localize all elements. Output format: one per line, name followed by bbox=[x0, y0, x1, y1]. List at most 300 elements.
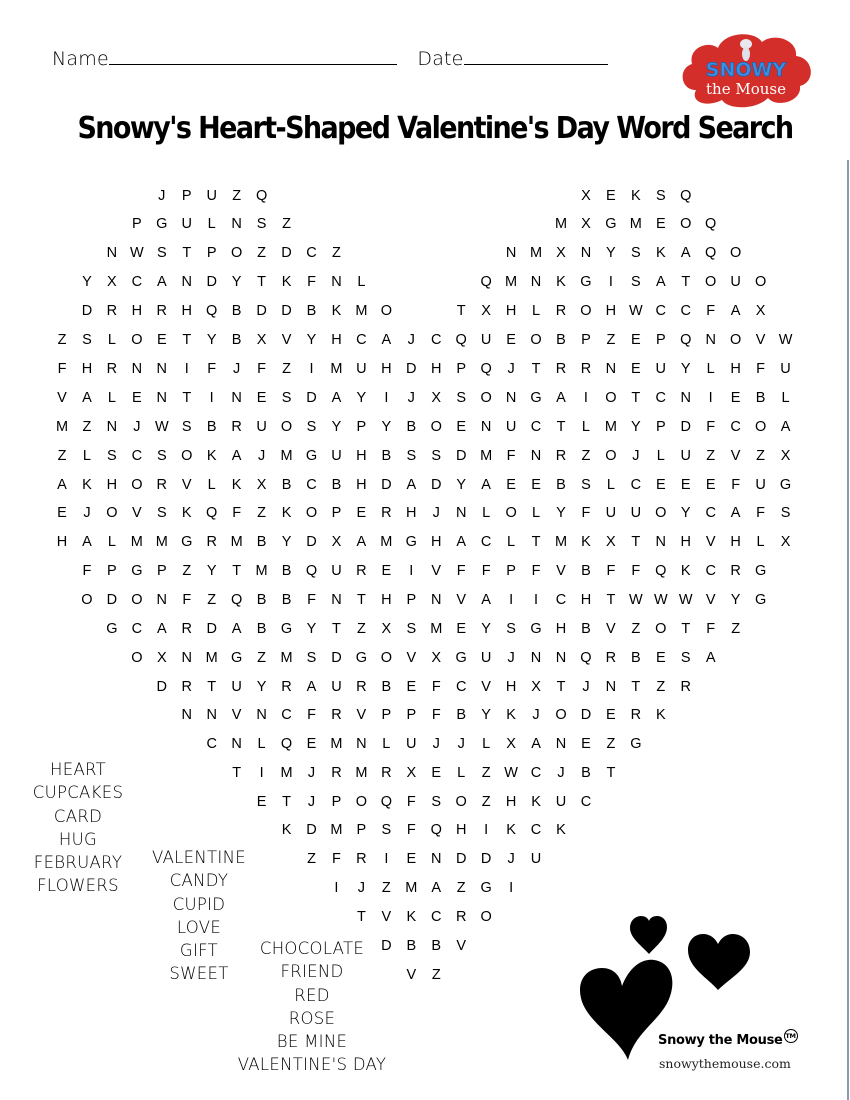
grid-letter[interactable]: C bbox=[356, 332, 367, 348]
grid-letter[interactable]: L bbox=[457, 765, 466, 781]
grid-letter[interactable]: G bbox=[605, 216, 617, 232]
grid-letter[interactable]: N bbox=[605, 679, 617, 695]
grid-letter[interactable]: F bbox=[307, 707, 316, 723]
grid-letter[interactable]: I bbox=[708, 390, 713, 406]
grid-letter[interactable]: M bbox=[280, 765, 293, 781]
grid-letter[interactable]: O bbox=[655, 505, 667, 521]
grid-letter[interactable]: A bbox=[406, 477, 417, 493]
grid-letter[interactable]: S bbox=[431, 448, 442, 464]
grid-letter[interactable]: Q bbox=[280, 736, 293, 752]
grid-letter[interactable]: L bbox=[532, 303, 541, 319]
grid-letter[interactable]: N bbox=[605, 361, 617, 377]
grid-letter[interactable]: G bbox=[280, 621, 293, 637]
grid-letter[interactable]: T bbox=[356, 909, 366, 925]
grid-letter[interactable]: I bbox=[484, 822, 489, 838]
grid-letter[interactable]: A bbox=[57, 477, 67, 493]
grid-letter[interactable]: B bbox=[581, 765, 591, 781]
grid-letter[interactable]: B bbox=[331, 477, 342, 493]
grid-letter[interactable]: R bbox=[281, 679, 292, 695]
grid-letter[interactable]: Z bbox=[207, 592, 217, 608]
grid-letter[interactable]: S bbox=[281, 390, 292, 406]
grid-letter[interactable]: O bbox=[530, 332, 542, 348]
grid-letter[interactable]: R bbox=[181, 679, 192, 695]
grid-letter[interactable]: G bbox=[231, 650, 243, 666]
grid-letter[interactable]: F bbox=[307, 274, 316, 290]
grid-letter[interactable]: T bbox=[606, 592, 616, 608]
grid-letter[interactable]: E bbox=[631, 361, 641, 377]
grid-letter[interactable]: D bbox=[306, 390, 317, 406]
grid-letter[interactable]: C bbox=[480, 534, 492, 550]
grid-letter[interactable]: U bbox=[331, 563, 342, 579]
grid-letter[interactable]: M bbox=[230, 534, 243, 550]
grid-letter[interactable]: K bbox=[82, 477, 92, 493]
grid-letter[interactable]: S bbox=[306, 650, 317, 666]
grid-letter[interactable]: E bbox=[406, 679, 417, 695]
grid-letter[interactable]: K bbox=[281, 822, 292, 838]
grid-letter[interactable]: D bbox=[256, 303, 267, 319]
grid-letter[interactable]: A bbox=[156, 274, 167, 290]
grid-letter[interactable]: E bbox=[456, 621, 467, 637]
grid-letter[interactable]: U bbox=[655, 361, 667, 377]
grid-letter[interactable]: I bbox=[259, 765, 264, 781]
grid-letter[interactable]: X bbox=[581, 188, 591, 204]
grid-letter[interactable]: Y bbox=[680, 505, 691, 521]
grid-letter[interactable]: V bbox=[381, 909, 392, 925]
grid-letter[interactable]: F bbox=[182, 592, 192, 608]
grid-letter[interactable]: D bbox=[455, 448, 467, 464]
grid-letter[interactable]: U bbox=[256, 419, 267, 435]
grid-letter[interactable]: X bbox=[156, 650, 167, 666]
grid-letter[interactable]: K bbox=[506, 822, 516, 838]
grid-letter[interactable]: A bbox=[456, 534, 467, 550]
grid-letter[interactable]: O bbox=[655, 621, 667, 637]
grid-letter[interactable]: F bbox=[631, 563, 641, 579]
grid-letter[interactable]: Q bbox=[705, 245, 717, 261]
grid-letter[interactable]: M bbox=[554, 534, 568, 550]
grid-letter[interactable]: P bbox=[331, 794, 342, 810]
grid-letter[interactable]: X bbox=[431, 650, 442, 666]
grid-letter[interactable]: O bbox=[480, 909, 492, 925]
grid-letter[interactable]: U bbox=[505, 419, 517, 435]
grid-letter[interactable]: Q bbox=[380, 794, 392, 810]
grid-letter[interactable]: J bbox=[557, 765, 565, 781]
grid-letter[interactable]: J bbox=[407, 332, 415, 348]
grid-letter[interactable]: G bbox=[305, 448, 318, 464]
name-blank-line[interactable] bbox=[109, 46, 397, 65]
grid-letter[interactable]: K bbox=[281, 274, 292, 290]
grid-letter[interactable]: H bbox=[505, 794, 517, 810]
grid-letter[interactable]: N bbox=[156, 390, 168, 406]
grid-letter[interactable]: U bbox=[331, 679, 342, 695]
grid-letter[interactable]: Y bbox=[82, 274, 92, 290]
grid-letter[interactable]: I bbox=[384, 390, 389, 406]
grid-letter[interactable]: H bbox=[81, 361, 93, 377]
grid-letter[interactable]: Q bbox=[255, 188, 268, 204]
grid-letter[interactable]: S bbox=[181, 419, 192, 435]
grid-letter[interactable]: L bbox=[706, 361, 715, 377]
grid-letter[interactable]: G bbox=[754, 592, 767, 608]
grid-letter[interactable]: L bbox=[507, 534, 516, 550]
grid-letter[interactable]: G bbox=[530, 621, 542, 637]
grid-letter[interactable]: N bbox=[705, 332, 716, 348]
grid-letter[interactable]: C bbox=[431, 332, 442, 348]
grid-letter[interactable]: A bbox=[481, 477, 491, 493]
grid-letter[interactable]: K bbox=[556, 274, 566, 290]
grid-letter[interactable]: V bbox=[456, 592, 467, 608]
grid-letter[interactable]: H bbox=[431, 534, 442, 550]
grid-letter[interactable]: T bbox=[531, 534, 541, 550]
grid-letter[interactable]: Y bbox=[356, 390, 367, 406]
grid-letter[interactable]: R bbox=[455, 909, 467, 925]
grid-letter[interactable]: Q bbox=[206, 303, 218, 319]
grid-letter[interactable]: M bbox=[480, 448, 493, 464]
grid-letter[interactable]: O bbox=[730, 332, 742, 348]
grid-letter[interactable]: S bbox=[406, 621, 417, 637]
grid-letter[interactable]: A bbox=[481, 592, 491, 608]
grid-letter[interactable]: B bbox=[281, 563, 292, 579]
grid-letter[interactable]: F bbox=[606, 563, 616, 579]
grid-letter[interactable]: K bbox=[680, 563, 691, 579]
grid-letter[interactable]: T bbox=[232, 563, 242, 579]
grid-letter[interactable]: A bbox=[730, 303, 741, 319]
grid-letter[interactable]: Q bbox=[680, 188, 692, 204]
grid-letter[interactable]: K bbox=[281, 505, 292, 521]
grid-letter[interactable]: C bbox=[131, 448, 143, 464]
grid-letter[interactable]: O bbox=[280, 419, 293, 435]
grid-letter[interactable]: O bbox=[106, 505, 118, 521]
grid-letter[interactable]: E bbox=[730, 390, 741, 406]
grid-letter[interactable]: E bbox=[606, 188, 616, 204]
grid-letter[interactable]: V bbox=[755, 332, 766, 348]
grid-letter[interactable]: R bbox=[630, 707, 642, 723]
grid-letter[interactable]: Y bbox=[306, 332, 317, 348]
grid-letter[interactable]: C bbox=[530, 419, 542, 435]
grid-letter[interactable]: S bbox=[780, 505, 791, 521]
grid-letter[interactable]: G bbox=[630, 736, 642, 752]
grid-letter[interactable]: O bbox=[231, 245, 243, 261]
grid-letter[interactable]: Z bbox=[431, 967, 441, 983]
grid-letter[interactable]: O bbox=[680, 216, 692, 232]
grid-letter[interactable]: E bbox=[506, 332, 516, 348]
grid-letter[interactable]: Q bbox=[305, 563, 318, 579]
grid-letter[interactable]: N bbox=[181, 274, 192, 290]
grid-letter[interactable]: R bbox=[331, 765, 342, 781]
grid-letter[interactable]: V bbox=[556, 563, 566, 579]
grid-letter[interactable]: C bbox=[306, 477, 317, 493]
grid-letter[interactable]: V bbox=[406, 650, 417, 666]
grid-letter[interactable]: N bbox=[555, 736, 567, 752]
grid-letter[interactable]: V bbox=[406, 967, 417, 983]
grid-letter[interactable]: T bbox=[356, 592, 366, 608]
grid-letter[interactable]: H bbox=[580, 592, 592, 608]
grid-letter[interactable]: R bbox=[331, 707, 342, 723]
grid-letter[interactable]: O bbox=[181, 448, 193, 464]
grid-letter[interactable]: F bbox=[456, 563, 466, 579]
grid-letter[interactable]: F bbox=[406, 822, 416, 838]
grid-letter[interactable]: L bbox=[606, 477, 615, 493]
grid-letter[interactable]: G bbox=[355, 650, 368, 666]
grid-letter[interactable]: P bbox=[107, 563, 117, 579]
grid-letter[interactable]: S bbox=[156, 505, 167, 521]
grid-letter[interactable]: Y bbox=[306, 621, 317, 637]
grid-letter[interactable]: E bbox=[705, 477, 716, 493]
grid-letter[interactable]: O bbox=[81, 592, 93, 608]
grid-letter[interactable]: P bbox=[356, 822, 367, 838]
grid-letter[interactable]: Y bbox=[331, 419, 342, 435]
grid-letter[interactable]: E bbox=[256, 390, 267, 406]
grid-letter[interactable]: T bbox=[631, 679, 641, 695]
grid-letter[interactable]: V bbox=[705, 534, 716, 550]
grid-letter[interactable]: C bbox=[705, 563, 716, 579]
grid-letter[interactable]: H bbox=[505, 679, 517, 695]
grid-letter[interactable]: G bbox=[405, 534, 417, 550]
grid-letter[interactable]: V bbox=[57, 390, 67, 406]
grid-letter[interactable]: I bbox=[309, 361, 314, 377]
grid-letter[interactable]: E bbox=[156, 332, 167, 348]
grid-letter[interactable]: M bbox=[629, 216, 642, 232]
grid-letter[interactable]: K bbox=[655, 707, 666, 723]
grid-letter[interactable]: Q bbox=[580, 650, 592, 666]
grid-letter[interactable]: Q bbox=[206, 505, 218, 521]
footer-website[interactable]: snowythemouse.com bbox=[659, 1056, 791, 1071]
grid-letter[interactable]: A bbox=[82, 534, 92, 550]
grid-letter[interactable]: C bbox=[655, 303, 667, 319]
grid-letter[interactable]: H bbox=[605, 303, 617, 319]
grid-letter[interactable]: U bbox=[730, 274, 741, 290]
grid-letter[interactable]: M bbox=[430, 621, 443, 637]
grid-letter[interactable]: U bbox=[605, 505, 617, 521]
grid-letter[interactable]: N bbox=[331, 274, 342, 290]
grid-letter[interactable]: N bbox=[331, 592, 342, 608]
grid-letter[interactable]: R bbox=[555, 303, 567, 319]
grid-letter[interactable]: O bbox=[730, 245, 742, 261]
grid-letter[interactable]: V bbox=[132, 505, 142, 521]
grid-letter[interactable]: J bbox=[307, 794, 316, 810]
grid-letter[interactable]: N bbox=[131, 361, 143, 377]
grid-letter[interactable]: O bbox=[605, 448, 617, 464]
grid-letter[interactable]: T bbox=[681, 274, 691, 290]
grid-letter[interactable]: Z bbox=[332, 245, 341, 261]
grid-letter[interactable]: N bbox=[530, 650, 542, 666]
grid-letter[interactable]: R bbox=[231, 419, 242, 435]
grid-letter[interactable]: F bbox=[57, 361, 67, 377]
grid-letter[interactable]: K bbox=[231, 477, 242, 493]
grid-letter[interactable]: M bbox=[530, 245, 543, 261]
grid-letter[interactable]: Z bbox=[257, 650, 267, 666]
grid-letter[interactable]: B bbox=[256, 592, 267, 608]
grid-letter[interactable]: J bbox=[432, 736, 440, 752]
grid-letter[interactable]: M bbox=[255, 563, 268, 579]
grid-letter[interactable]: Z bbox=[481, 765, 491, 781]
grid-letter[interactable]: U bbox=[406, 736, 417, 752]
grid-letter[interactable]: I bbox=[608, 274, 613, 290]
grid-letter[interactable]: U bbox=[356, 361, 367, 377]
grid-letter[interactable]: H bbox=[356, 448, 367, 464]
grid-letter[interactable]: C bbox=[705, 505, 716, 521]
grid-letter[interactable]: E bbox=[606, 707, 616, 723]
grid-letter[interactable]: C bbox=[306, 245, 317, 261]
grid-letter[interactable]: Y bbox=[281, 534, 292, 550]
grid-letter[interactable]: Z bbox=[57, 448, 67, 464]
grid-letter[interactable]: H bbox=[56, 534, 68, 550]
grid-letter[interactable]: O bbox=[480, 390, 492, 406]
grid-letter[interactable]: Z bbox=[756, 448, 766, 464]
grid-letter[interactable]: G bbox=[580, 274, 592, 290]
grid-letter[interactable]: Z bbox=[631, 621, 641, 637]
grid-letter[interactable]: H bbox=[331, 332, 342, 348]
grid-letter[interactable]: V bbox=[431, 563, 442, 579]
grid-letter[interactable]: N bbox=[181, 650, 192, 666]
grid-letter[interactable]: B bbox=[256, 621, 267, 637]
grid-letter[interactable]: S bbox=[107, 448, 117, 464]
grid-letter[interactable]: D bbox=[306, 534, 317, 550]
grid-letter[interactable]: N bbox=[505, 245, 517, 261]
grid-letter[interactable]: N bbox=[356, 736, 367, 752]
grid-letter[interactable]: F bbox=[756, 505, 766, 521]
grid-letter[interactable]: N bbox=[231, 216, 242, 232]
grid-letter[interactable]: A bbox=[331, 390, 342, 406]
grid-letter[interactable]: F bbox=[531, 563, 541, 579]
grid-letter[interactable]: V bbox=[356, 707, 367, 723]
grid-letter[interactable]: T bbox=[631, 534, 641, 550]
grid-letter[interactable]: M bbox=[330, 822, 343, 838]
grid-letter[interactable]: D bbox=[381, 938, 392, 954]
grid-letter[interactable]: D bbox=[680, 419, 691, 435]
grid-letter[interactable]: K bbox=[631, 188, 641, 204]
grid-letter[interactable]: N bbox=[106, 419, 118, 435]
grid-letter[interactable]: X bbox=[256, 332, 267, 348]
grid-letter[interactable]: H bbox=[381, 592, 392, 608]
grid-letter[interactable]: E bbox=[631, 332, 641, 348]
grid-letter[interactable]: K bbox=[655, 245, 666, 261]
grid-letter[interactable]: L bbox=[107, 534, 116, 550]
grid-letter[interactable]: Z bbox=[82, 419, 92, 435]
grid-letter[interactable]: B bbox=[556, 332, 566, 348]
grid-letter[interactable]: J bbox=[507, 650, 515, 666]
grid-letter[interactable]: Z bbox=[182, 563, 192, 579]
grid-letter[interactable]: G bbox=[455, 650, 467, 666]
grid-letter[interactable]: C bbox=[206, 736, 217, 752]
grid-letter[interactable]: T bbox=[556, 419, 566, 435]
grid-letter[interactable]: D bbox=[381, 477, 392, 493]
grid-letter[interactable]: O bbox=[605, 390, 617, 406]
grid-letter[interactable]: D bbox=[281, 245, 292, 261]
grid-letter[interactable]: M bbox=[355, 765, 368, 781]
grid-letter[interactable]: Y bbox=[730, 592, 741, 608]
grid-letter[interactable]: O bbox=[131, 592, 143, 608]
grid-letter[interactable]: R bbox=[680, 679, 691, 695]
grid-letter[interactable]: E bbox=[132, 390, 142, 406]
grid-letter[interactable]: V bbox=[456, 938, 467, 954]
grid-letter[interactable]: A bbox=[356, 534, 367, 550]
grid-letter[interactable]: Q bbox=[231, 592, 243, 608]
grid-letter[interactable]: V bbox=[181, 477, 192, 493]
grid-letter[interactable]: C bbox=[630, 477, 642, 493]
grid-letter[interactable]: X bbox=[107, 274, 117, 290]
grid-letter[interactable]: C bbox=[555, 592, 567, 608]
grid-letter[interactable]: K bbox=[506, 707, 516, 723]
grid-letter[interactable]: X bbox=[780, 534, 791, 550]
grid-letter[interactable]: Q bbox=[680, 332, 692, 348]
grid-letter[interactable]: X bbox=[331, 534, 342, 550]
grid-letter[interactable]: N bbox=[431, 851, 442, 867]
grid-letter[interactable]: E bbox=[531, 477, 541, 493]
grid-letter[interactable]: J bbox=[133, 419, 141, 435]
grid-letter[interactable]: R bbox=[730, 563, 741, 579]
grid-letter[interactable]: E bbox=[306, 736, 317, 752]
grid-letter[interactable]: Z bbox=[356, 621, 366, 637]
grid-letter[interactable]: P bbox=[331, 505, 342, 521]
grid-letter[interactable]: F bbox=[207, 361, 217, 377]
grid-letter[interactable]: Y bbox=[456, 477, 467, 493]
grid-letter[interactable]: D bbox=[206, 274, 217, 290]
grid-letter[interactable]: L bbox=[781, 390, 790, 406]
grid-letter[interactable]: P bbox=[156, 563, 167, 579]
grid-letter[interactable]: J bbox=[457, 736, 465, 752]
grid-letter[interactable]: W bbox=[778, 332, 793, 348]
grid-letter[interactable]: R bbox=[555, 361, 567, 377]
grid-letter[interactable]: R bbox=[181, 621, 192, 637]
grid-letter[interactable]: B bbox=[281, 477, 292, 493]
grid-letter[interactable]: D bbox=[156, 679, 168, 695]
grid-letter[interactable]: J bbox=[632, 448, 640, 464]
grid-letter[interactable]: I bbox=[384, 851, 389, 867]
grid-letter[interactable]: E bbox=[356, 505, 367, 521]
grid-letter[interactable]: H bbox=[730, 361, 741, 377]
grid-letter[interactable]: H bbox=[406, 505, 417, 521]
grid-letter[interactable]: B bbox=[231, 332, 242, 348]
grid-letter[interactable]: B bbox=[381, 448, 392, 464]
grid-letter[interactable]: L bbox=[257, 736, 266, 752]
grid-letter[interactable]: O bbox=[380, 303, 392, 319]
grid-letter[interactable]: I bbox=[334, 880, 339, 896]
grid-letter[interactable]: N bbox=[206, 707, 217, 723]
grid-letter[interactable]: I bbox=[509, 880, 514, 896]
grid-letter[interactable]: L bbox=[482, 505, 491, 521]
grid-letter[interactable]: H bbox=[181, 303, 192, 319]
grid-letter[interactable]: L bbox=[107, 390, 116, 406]
grid-letter[interactable]: K bbox=[331, 303, 342, 319]
grid-letter[interactable]: U bbox=[480, 650, 492, 666]
grid-letter[interactable]: C bbox=[530, 822, 542, 838]
grid-letter[interactable]: B bbox=[381, 679, 392, 695]
grid-letter[interactable]: L bbox=[756, 534, 765, 550]
grid-letter[interactable]: P bbox=[132, 216, 142, 232]
grid-letter[interactable]: R bbox=[106, 361, 118, 377]
grid-letter[interactable]: V bbox=[730, 448, 741, 464]
grid-letter[interactable]: R bbox=[381, 765, 392, 781]
grid-letter[interactable]: O bbox=[380, 650, 392, 666]
grid-letter[interactable]: C bbox=[431, 909, 442, 925]
grid-letter[interactable]: C bbox=[281, 707, 292, 723]
grid-letter[interactable]: T bbox=[182, 332, 192, 348]
grid-letter[interactable]: T bbox=[681, 621, 691, 637]
grid-letter[interactable]: E bbox=[655, 650, 666, 666]
grid-letter[interactable]: G bbox=[480, 880, 492, 896]
grid-letter[interactable]: R bbox=[206, 534, 217, 550]
grid-letter[interactable]: F bbox=[481, 563, 491, 579]
grid-letter[interactable]: E bbox=[655, 477, 666, 493]
grid-letter[interactable]: E bbox=[506, 477, 516, 493]
grid-letter[interactable]: R bbox=[555, 448, 567, 464]
grid-letter[interactable]: E bbox=[456, 419, 467, 435]
grid-letter[interactable]: O bbox=[754, 419, 767, 435]
grid-letter[interactable]: B bbox=[206, 419, 217, 435]
grid-letter[interactable]: C bbox=[530, 765, 542, 781]
grid-letter[interactable]: N bbox=[530, 448, 542, 464]
grid-letter[interactable]: Y bbox=[256, 679, 267, 695]
grid-letter[interactable]: D bbox=[480, 851, 492, 867]
